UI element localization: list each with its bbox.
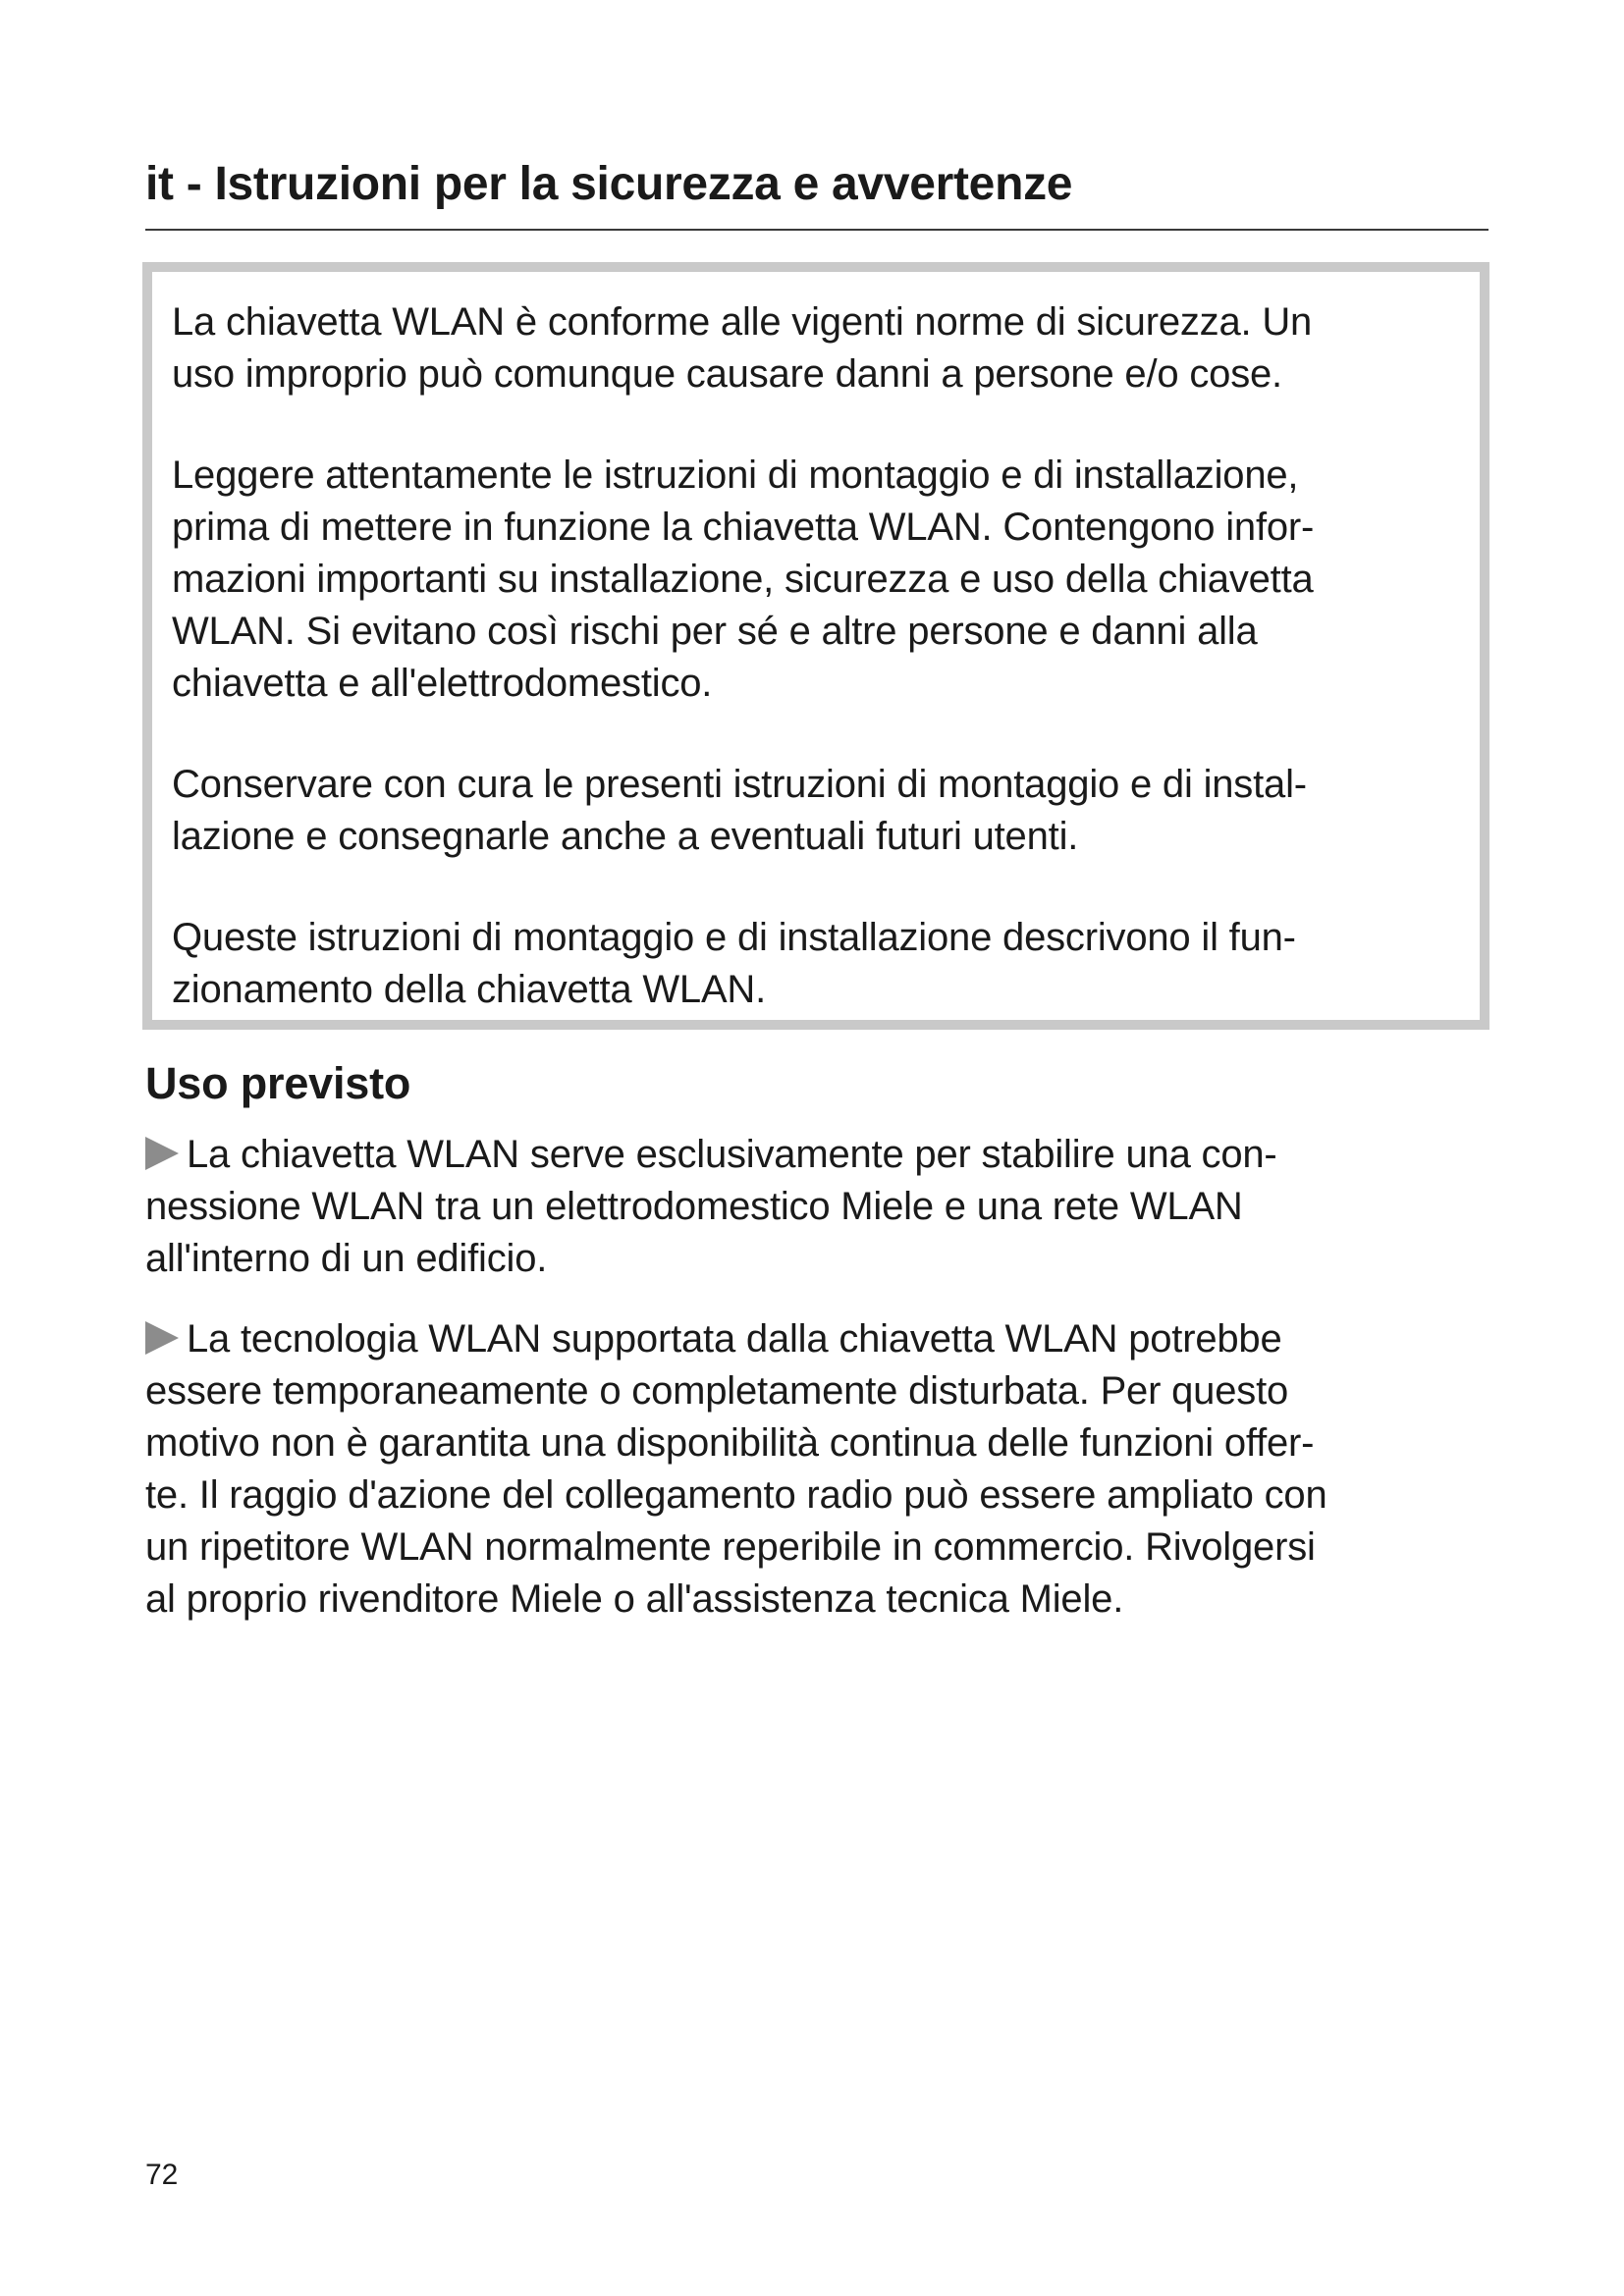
notice-paragraph: Conservare con cura le presenti istruzioni di montaggio e di instal- lazione e consegnarle anche a eventuali futuri utenti. [172,763,1307,858]
section-heading-intended-use: Uso previsto [145,1058,411,1108]
title-divider [145,229,1489,231]
triangle-bullet-icon [145,1321,179,1355]
notice-paragraph: Queste istruzioni di montaggio e di installazione descrivono il fun- zionamento della chiavetta WLAN. [172,916,1296,1011]
list-item: La tecnologia WLAN supportata dalla chiavetta WLAN potrebbe essere temporaneamente o completamente disturbata. Per questo motivo non è garantita una disponibilità continua delle funzioni offer- te. Il raggio d'azione del collegamento radio può essere ampliato con un ripetitore WLAN normalmente reperibile in commercio. Rivolgersi al proprio rivenditore Miele o all'assistenza tecnica Miele. [145,1317,1327,1621]
page-title: it - Istruzioni per la sicurezza e avvertenze [145,158,1073,210]
page-number: 72 [145,2159,179,2191]
list-item: La chiavetta WLAN serve esclusivamente per stabilire una con- nessione WLAN tra un elettrodomestico Miele e una rete WLAN all'interno di un edificio. [145,1133,1277,1280]
triangle-bullet-icon [145,1137,179,1170]
notice-paragraph: Leggere attentamente le istruzioni di montaggio e di installazione, prima di mettere in funzione la chiavetta WLAN. Contengono infor- mazioni importanti su installazione, sicurezza e uso della chiavetta WLAN. Si evitano così rischi per sé e altre persone e danni alla chiavetta e all'elettrodomestico. [172,454,1315,705]
intended-use-list [145,1129,1520,1654]
safety-notice-box [142,262,1489,1030]
notice-paragraph: La chiavetta WLAN è conforme alle vigenti norme di sicurezza. Un uso improprio può comunque causare danni a persone e/o cose. [172,300,1313,396]
